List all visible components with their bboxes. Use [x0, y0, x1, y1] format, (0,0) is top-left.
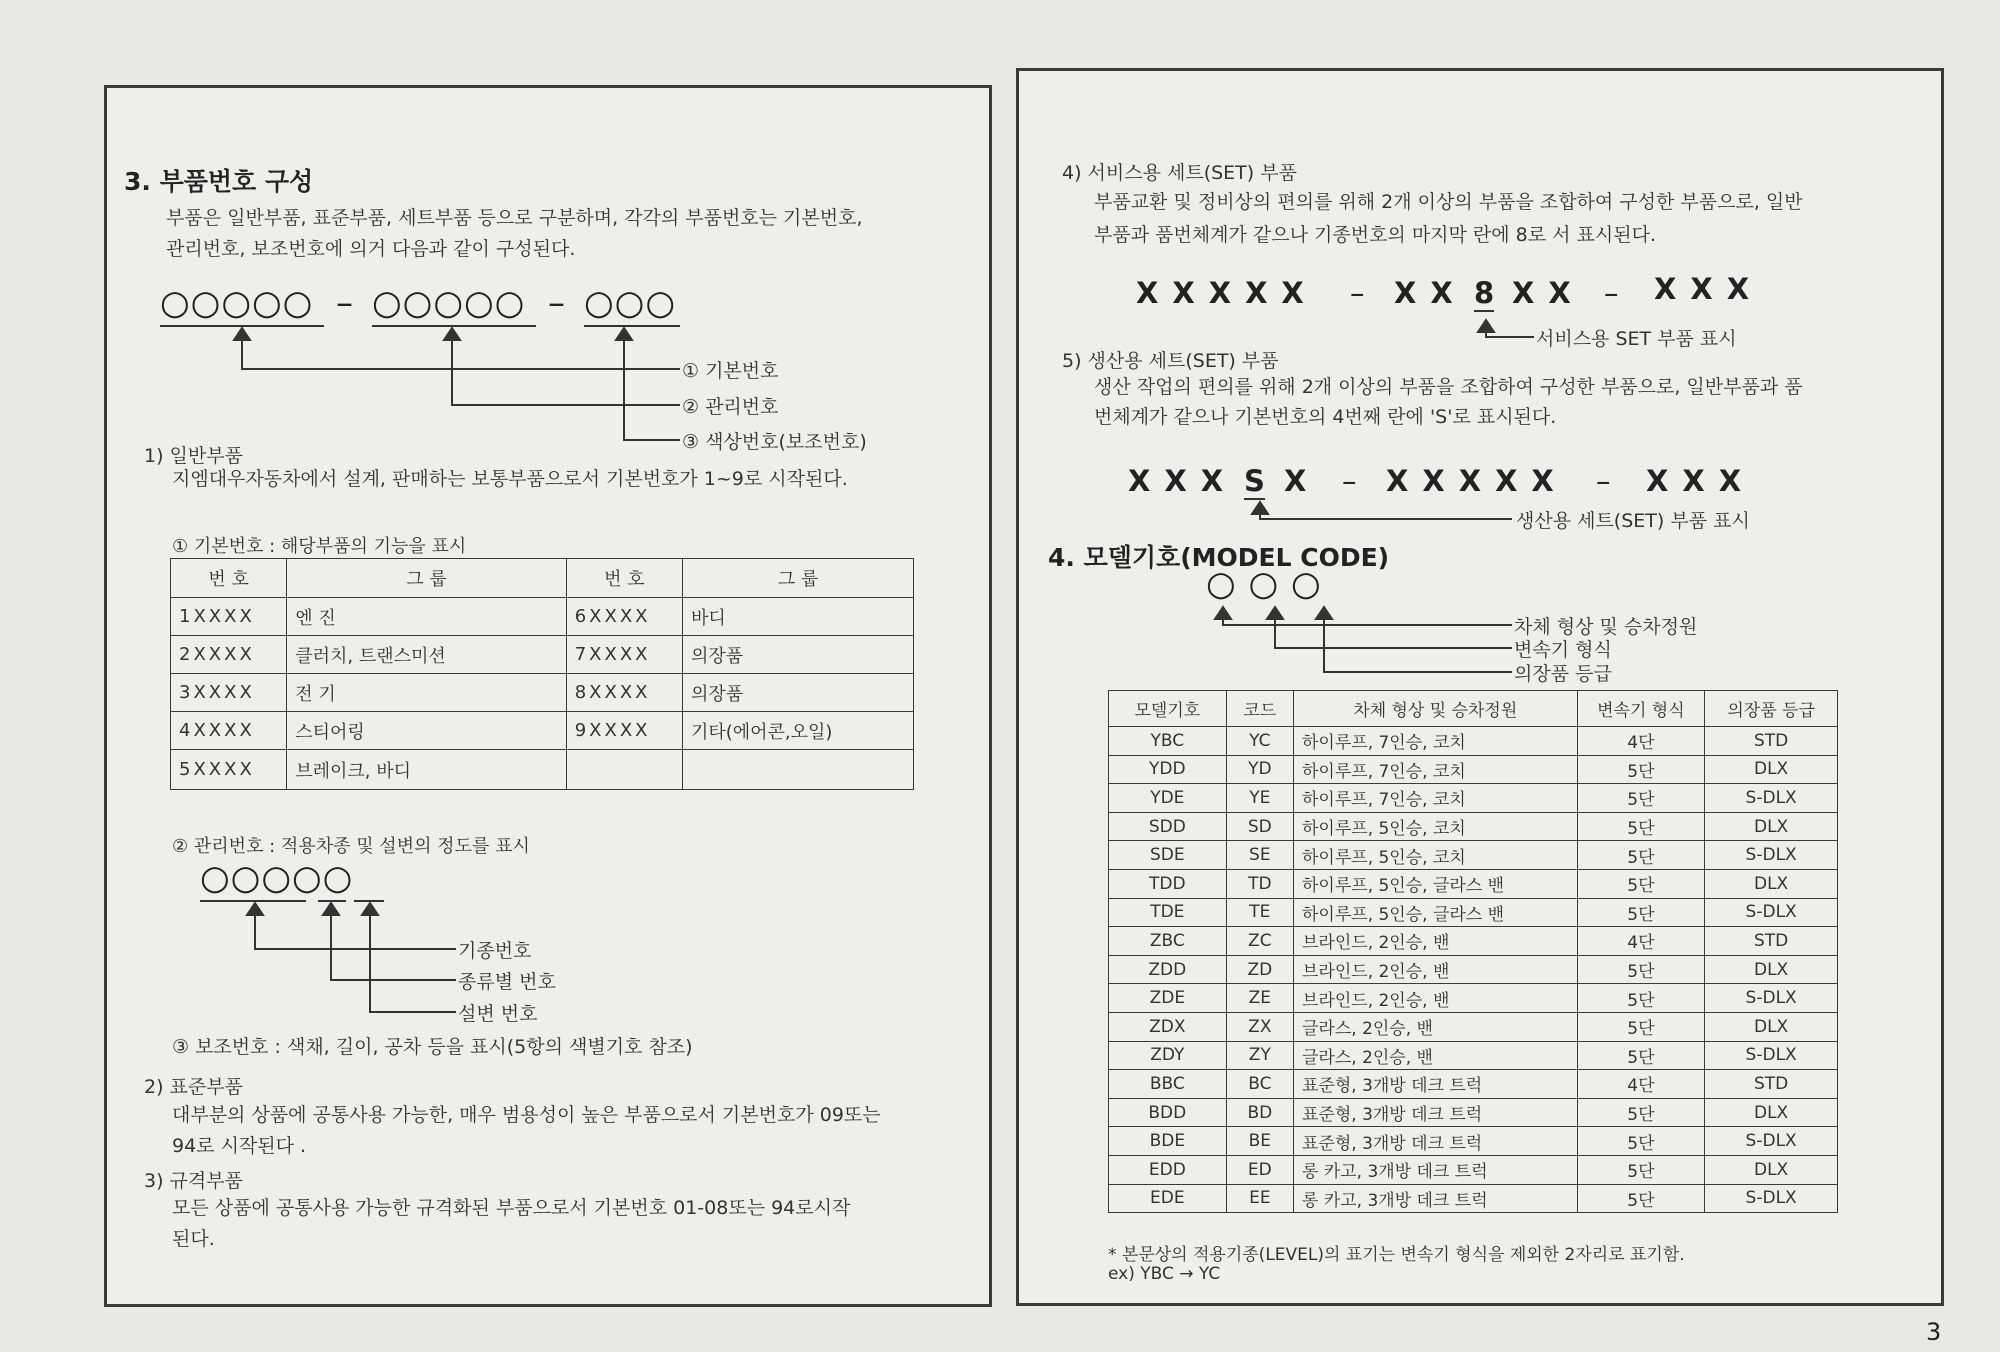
management-number-title: ② 관리번호 : 적용차종 및 설변의 정도를 표시	[172, 836, 530, 857]
service-code-dash-1: –	[1350, 276, 1379, 310]
table-row	[1109, 812, 1838, 841]
table-cell: 5단	[1577, 812, 1705, 841]
structure-dash-2: –	[548, 283, 566, 323]
standard-parts-title: 2) 표준부품	[144, 1076, 243, 1098]
label-change-number: 설변 번호	[458, 1003, 538, 1025]
production-code-group-a-start: XXX	[1128, 464, 1238, 498]
production-code-marker-s: S	[1244, 464, 1265, 498]
label-color-number: ③ 색상번호(보조번호)	[682, 431, 867, 453]
table-cell: 하이루프, 5인승, 코치	[1294, 841, 1578, 870]
table-cell: 의장품	[682, 636, 913, 674]
table-cell: 브라인드, 2인승, 밴	[1294, 927, 1578, 956]
table-cell: SDD	[1109, 812, 1227, 841]
table-cell: 5단	[1577, 755, 1705, 784]
management-number-circles: ○○○○○	[372, 283, 526, 323]
table-cell: EE	[1226, 1184, 1293, 1213]
table-cell: BDE	[1109, 1127, 1227, 1156]
table-cell: S-DLX	[1705, 841, 1838, 870]
table-cell: 5XXXX	[171, 750, 287, 790]
general-parts-desc: 지엠대우자동차에서 설계, 판매하는 보통부품으로서 기본번호가 1~9로 시작된다.	[172, 468, 848, 490]
production-code-group-b: XXXXX	[1386, 464, 1568, 498]
table-cell: BC	[1226, 1070, 1293, 1099]
table-cell: DLX	[1705, 869, 1838, 898]
table-cell: ZD	[1226, 955, 1293, 984]
aux-number-title: ③ 보조번호 : 색채, 길이, 공차 등을 표시(5항의 색별기호 참조)	[172, 1036, 693, 1058]
production-code-dash-1: –	[1342, 464, 1371, 498]
table-cell: TD	[1226, 869, 1293, 898]
table-header: 코드	[1226, 691, 1293, 727]
table-cell: S-DLX	[1705, 1127, 1838, 1156]
table-row	[1109, 984, 1838, 1013]
model-code-example: ex) YBC → YC	[1108, 1264, 1221, 1284]
table-cell: DLX	[1705, 1155, 1838, 1184]
spec-parts-desc: 모든 상품에 공통사용 가능한 규격화된 부품으로서 기본번호 01-08또는 94로시작 된다.	[172, 1197, 851, 1250]
production-set-label: 생산용 세트(SET) 부품 표시	[1516, 510, 1750, 532]
table-cell: TE	[1226, 898, 1293, 927]
table-cell: 표준형, 3개방 데크 트럭	[1294, 1127, 1578, 1156]
table-cell: 5단	[1577, 1127, 1705, 1156]
table-header: 차체 형상 및 승차정원	[1294, 691, 1578, 727]
structure-dash-1: –	[336, 283, 354, 323]
table-cell: 글라스, 2인승, 밴	[1294, 1012, 1578, 1041]
table-cell: S-DLX	[1705, 1184, 1838, 1213]
service-set-label: 서비스용 SET 부품 표시	[1536, 328, 1737, 350]
section-3-intro: 부품은 일반부품, 표준부품, 세트부품 등으로 구분하며, 각각의 부품번호는 기본번호, 관리번호, 보조번호에 의거 다음과 같이 구성된다.	[166, 207, 863, 260]
service-code-dash-2: –	[1604, 276, 1633, 310]
table-header: 의장품 등급	[1705, 691, 1838, 727]
table-header: 그 룹	[287, 559, 566, 598]
table-cell: 롱 카고, 3개방 데크 트럭	[1294, 1184, 1578, 1213]
table-cell: BBC	[1109, 1070, 1227, 1099]
table-row	[1109, 927, 1838, 956]
production-code-group-a-end: X	[1284, 464, 1321, 498]
table-cell: DLX	[1705, 1098, 1838, 1127]
service-code-group-b-start: XX	[1394, 276, 1467, 310]
table-cell: 하이루프, 5인승, 코치	[1294, 812, 1578, 841]
table-row	[1109, 727, 1838, 756]
table-cell: 5단	[1577, 1012, 1705, 1041]
model-code-note: * 본문상의 적용기종(LEVEL)의 표기는 변속기 형식을 제외한 2자리로 표기함.	[1108, 1245, 1685, 1265]
service-code-group-c: XXX	[1654, 272, 1764, 306]
table-cell: ZE	[1226, 984, 1293, 1013]
table-cell: EDE	[1109, 1184, 1227, 1213]
table-cell: 브라인드, 2인승, 밴	[1294, 984, 1578, 1013]
table-cell	[566, 750, 682, 790]
table-cell: 4단	[1577, 927, 1705, 956]
table-header: 모델기호	[1109, 691, 1227, 727]
service-code-marker-8: 8	[1474, 276, 1495, 310]
table-row	[1109, 1012, 1838, 1041]
production-set-desc: 생산 작업의 편의를 위해 2개 이상의 부품을 조합하여 구성한 부품으로, 일반부품과 품번체계가 같으나 기본번호의 4번째 란에 'S'로 표시된다.	[1094, 376, 1803, 428]
section-4-heading: 4. 모델기호(MODEL CODE)	[1048, 543, 1390, 572]
label-trim-grade: 의장품 등급	[1514, 663, 1612, 685]
table-cell: 브라인드, 2인승, 밴	[1294, 955, 1578, 984]
table-cell: 브레이크, 바디	[287, 750, 566, 790]
table-cell: ZDD	[1109, 955, 1227, 984]
service-code-group-b-end: XX	[1512, 276, 1585, 310]
label-body-type: 차체 형상 및 승차정원	[1514, 616, 1698, 638]
table-cell: EDD	[1109, 1155, 1227, 1184]
table-cell: ZBC	[1109, 927, 1227, 956]
table-cell: 표준형, 3개방 데크 트럭	[1294, 1098, 1578, 1127]
table-cell: 7XXXX	[566, 636, 682, 674]
table-cell: YD	[1226, 755, 1293, 784]
service-set-desc: 부품교환 및 정비상의 편의를 위해 2개 이상의 부품을 조합하여 구성한 부품으로, 일반부품과 품번체계가 같으나 기종번호의 마지막 란에 8로 서 표시된다.	[1094, 191, 1803, 246]
table-cell: 5단	[1577, 984, 1705, 1013]
table-cell: 2XXXX	[171, 636, 287, 674]
table-header: 번 호	[171, 559, 287, 598]
table-cell: 롱 카고, 3개방 데크 트럭	[1294, 1155, 1578, 1184]
table-cell: ZDY	[1109, 1041, 1227, 1070]
table-cell: STD	[1705, 727, 1838, 756]
table-cell: S-DLX	[1705, 784, 1838, 813]
table-cell: 하이루프, 7인승, 코치	[1294, 727, 1578, 756]
model-code-circles: ○ ○ ○	[1206, 564, 1322, 604]
table-cell: 하이루프, 5인승, 글라스 밴	[1294, 898, 1578, 927]
table-cell: 표준형, 3개방 데크 트럭	[1294, 1070, 1578, 1099]
table-cell: 5단	[1577, 1184, 1705, 1213]
table-cell: 글라스, 2인승, 밴	[1294, 1041, 1578, 1070]
table-cell: 3XXXX	[171, 674, 287, 712]
table-cell: 스티어링	[287, 712, 566, 750]
table-cell: SDE	[1109, 841, 1227, 870]
table-cell: TDD	[1109, 869, 1227, 898]
table-cell: 전 기	[287, 674, 566, 712]
label-model-number: 기종번호	[458, 940, 532, 962]
table-row	[1109, 784, 1838, 813]
spec-parts-title: 3) 규격부품	[144, 1170, 243, 1192]
table-cell: 하이루프, 7인승, 코치	[1294, 755, 1578, 784]
table-cell: 5단	[1577, 869, 1705, 898]
table-cell: 4단	[1577, 1070, 1705, 1099]
table-cell: 클러치, 트랜스미션	[287, 636, 566, 674]
table-cell: 8XXXX	[566, 674, 682, 712]
table-cell: 5단	[1577, 784, 1705, 813]
basic-number-table	[170, 558, 914, 790]
table-row	[1109, 1070, 1838, 1099]
table-cell: SE	[1226, 841, 1293, 870]
service-set-title: 4) 서비스용 세트(SET) 부품	[1062, 162, 1297, 184]
label-transmission: 변속기 형식	[1514, 639, 1612, 661]
table-cell: ZDE	[1109, 984, 1227, 1013]
table-cell: 의장품	[682, 674, 913, 712]
table-row	[1109, 841, 1838, 870]
table-cell: S-DLX	[1705, 984, 1838, 1013]
table-cell: STD	[1705, 1070, 1838, 1099]
table-cell	[682, 750, 913, 790]
table-header: 그 룹	[682, 559, 913, 598]
table-cell: 1XXXX	[171, 598, 287, 636]
table-row	[1109, 1155, 1838, 1184]
general-parts-title: 1) 일반부품	[144, 445, 243, 467]
table-cell: ZX	[1226, 1012, 1293, 1041]
basic-number-circles: ○○○○○	[160, 283, 314, 323]
table-cell: ED	[1226, 1155, 1293, 1184]
table-row	[1109, 869, 1838, 898]
table-cell: BE	[1226, 1127, 1293, 1156]
basic-number-title: ① 기본번호 : 해당부품의 기능을 표시	[172, 536, 467, 557]
table-cell: 하이루프, 7인승, 코치	[1294, 784, 1578, 813]
table-cell: 4XXXX	[171, 712, 287, 750]
table-cell: 6XXXX	[566, 598, 682, 636]
service-code-group-a: XXXXX	[1136, 276, 1318, 310]
production-set-title: 5) 생산용 세트(SET) 부품	[1062, 350, 1279, 372]
table-cell: S-DLX	[1705, 1041, 1838, 1070]
table-cell: DLX	[1705, 1012, 1838, 1041]
table-cell: S-DLX	[1705, 898, 1838, 927]
table-cell: 5단	[1577, 955, 1705, 984]
section-3-heading: 3. 부품번호 구성	[124, 167, 314, 196]
table-header: 번 호	[566, 559, 682, 598]
table-cell: TDE	[1109, 898, 1227, 927]
table-cell: YC	[1226, 727, 1293, 756]
table-cell: 4단	[1577, 727, 1705, 756]
table-cell: 엔 진	[287, 598, 566, 636]
production-code-group-c: XXX	[1646, 464, 1756, 498]
label-management-number: ② 관리번호	[682, 396, 779, 418]
table-cell: YDE	[1109, 784, 1227, 813]
table-row	[1109, 755, 1838, 784]
standard-parts-desc: 대부분의 상품에 공통사용 가능한, 매우 범용성이 높은 부품으로서 기본번호가 09또는94로 시작된다 .	[172, 1104, 881, 1157]
aux-number-circles: ○○○	[584, 283, 677, 323]
table-cell: DLX	[1705, 812, 1838, 841]
table-cell: 하이루프, 5인승, 글라스 밴	[1294, 869, 1578, 898]
table-row	[1109, 1127, 1838, 1156]
table-cell: ZDX	[1109, 1012, 1227, 1041]
table-cell: YE	[1226, 784, 1293, 813]
table-cell: YBC	[1109, 727, 1227, 756]
table-header: 변속기 형식	[1577, 691, 1705, 727]
table-cell: ZC	[1226, 927, 1293, 956]
table-row	[1109, 1184, 1838, 1213]
table-cell: 5단	[1577, 1155, 1705, 1184]
table-cell: DLX	[1705, 755, 1838, 784]
label-basic-number: ① 기본번호	[682, 360, 779, 382]
table-cell: 기타(에어콘,오일)	[682, 712, 913, 750]
table-cell: 5단	[1577, 1041, 1705, 1070]
table-cell: ZY	[1226, 1041, 1293, 1070]
model-code-table	[1108, 690, 1838, 1213]
table-cell: 5단	[1577, 841, 1705, 870]
management-circles: ○○○○○	[200, 858, 354, 898]
table-row	[1109, 898, 1838, 927]
table-row	[1109, 1098, 1838, 1127]
table-cell: 5단	[1577, 898, 1705, 927]
table-cell: BD	[1226, 1098, 1293, 1127]
table-cell: 바디	[682, 598, 913, 636]
table-row	[1109, 955, 1838, 984]
production-code-dash-2: –	[1596, 464, 1625, 498]
table-cell: DLX	[1705, 955, 1838, 984]
label-type-number: 종류별 번호	[458, 971, 556, 993]
table-cell: 9XXXX	[566, 712, 682, 750]
table-cell: 5단	[1577, 1098, 1705, 1127]
table-row	[1109, 1041, 1838, 1070]
page-number: 3	[1926, 1318, 1942, 1346]
table-cell: STD	[1705, 927, 1838, 956]
table-cell: BDD	[1109, 1098, 1227, 1127]
table-cell: YDD	[1109, 755, 1227, 784]
table-cell: SD	[1226, 812, 1293, 841]
